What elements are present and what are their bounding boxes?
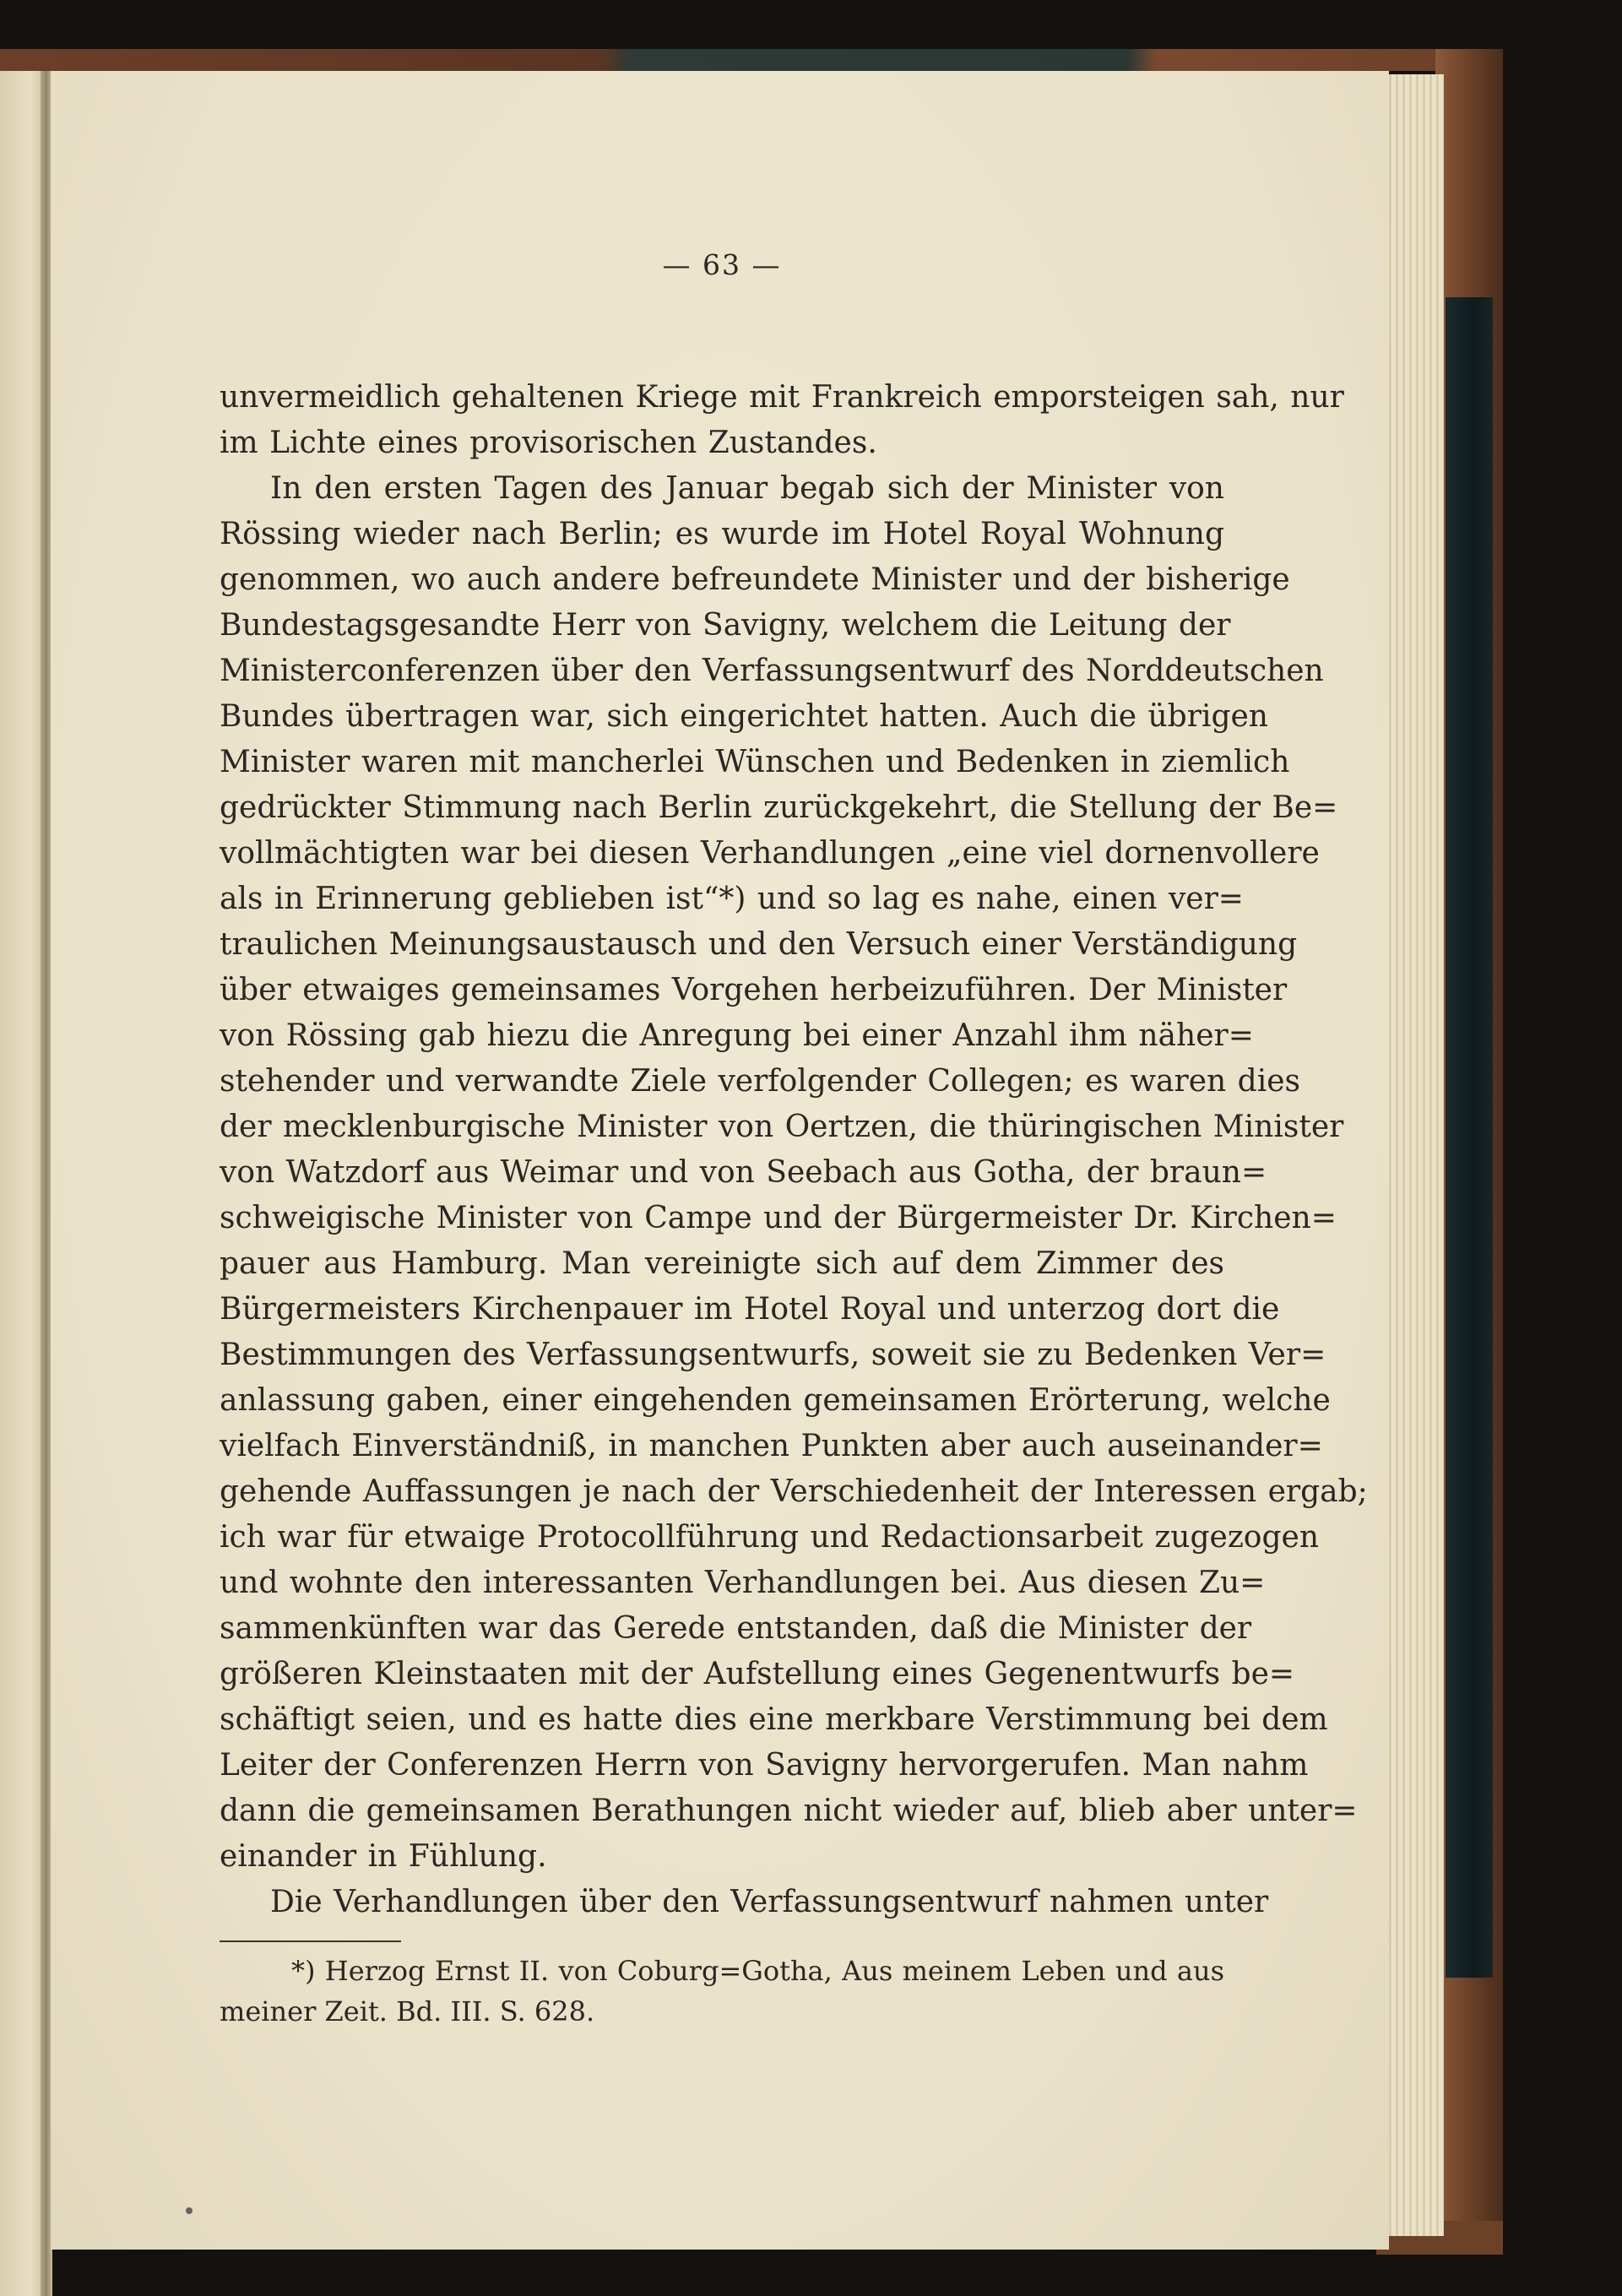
text-line: als in Erinnerung geblieben ist“*) und so lag es nahe, einen ver= [220, 882, 1244, 916]
book-cover-top-edge [0, 49, 1503, 71]
text-line: Bürgermeisters Kirchenpauer im Hotel Royal und unterzog dort die [220, 1292, 1280, 1327]
footnote-rule [220, 1940, 401, 1942]
text-line: im Lichte eines provisorischen Zustandes. [220, 426, 877, 460]
text-line: Rössing wieder nach Berlin; es wurde im Hotel Royal Wohnung [220, 517, 1224, 551]
text-line: stehender und verwandte Ziele verfolgender Collegen; es waren dies [220, 1064, 1300, 1099]
text-line: sammenkünften war das Gerede entstanden, daß die Minister der [220, 1611, 1252, 1646]
text-line: Bundestagsgesandte Herr von Savigny, welchem die Leitung der [220, 608, 1231, 643]
text-line: von Rössing gab hiezu die Anregung bei einer Anzahl ihm näher= [220, 1018, 1254, 1053]
page-number: — 63 — [662, 248, 782, 281]
book-page [51, 71, 1389, 2250]
text-line: Bundes übertragen war, sich eingerichtet hatten. Auch die übrigen [220, 699, 1268, 734]
text-line: und wohnte den interessanten Verhandlungen bei. Aus diesen Zu= [220, 1566, 1266, 1600]
text-line: Leiter der Conferenzen Herrn von Savigny hervorgerufen. Man nahm [220, 1748, 1309, 1783]
facing-page-edge [0, 68, 44, 2296]
text-line: vollmächtigten war bei diesen Verhandlungen „eine viel dornenvollere [220, 836, 1320, 871]
footnote-line: meiner Zeit. Bd. III. S. 628. [220, 1995, 595, 2027]
text-line: vielfach Einverständniß, in manchen Punkten aber auch auseinander= [220, 1429, 1323, 1463]
text-line: gedrückter Stimmung nach Berlin zurückgekehrt, die Stellung der Be= [220, 790, 1338, 825]
text-line: Ministerconferenzen über den Verfassungsentwurf des Norddeutschen [220, 654, 1324, 688]
text-line: größeren Kleinstaaten mit der Aufstellung eines Gegenentwurfs be= [220, 1657, 1295, 1691]
text-line: Bestimmungen des Verfassungsentwurfs, soweit sie zu Bedenken Ver= [220, 1338, 1326, 1372]
text-line: traulichen Meinungsaustausch und den Versuch einer Verständigung [220, 927, 1298, 962]
text-line: schäftigt seien, und es hatte dies eine merkbare Verstimmung bei dem [220, 1702, 1328, 1737]
text-line: dann die gemeinsamen Berathungen nicht wieder auf, blieb aber unter= [220, 1794, 1358, 1828]
text-line: ich war für etwaige Protocollführung und Redactionsarbeit zugezogen [220, 1520, 1320, 1555]
text-line: einander in Fühlung. [220, 1839, 547, 1874]
text-line: Minister waren mit mancherlei Wünschen und Bedenken in ziemlich [220, 745, 1290, 779]
text-line: gehende Auffassungen je nach der Verschiedenheit der Interessen ergab; [220, 1474, 1368, 1509]
text-line: genommen, wo auch andere befreundete Minister und der bisherige [220, 562, 1290, 597]
page-stack-edge [1385, 74, 1444, 2236]
paper-speck [186, 2207, 193, 2214]
text-line: anlassung gaben, einer eingehenden gemeinsamen Erörterung, welche [220, 1383, 1331, 1418]
text-line: über etwaiges gemeinsames Vorgehen herbeizuführen. Der Minister [220, 973, 1288, 1007]
text-line: Die Verhandlungen über den Verfassungsentwurf nahmen unter [270, 1885, 1269, 1919]
book-spine-cloth [1446, 297, 1493, 1978]
text-line: der mecklenburgische Minister von Oertzen, die thüringischen Minister [220, 1110, 1344, 1144]
text-line: unvermeidlich gehaltenen Kriege mit Frankreich emporsteigen sah, nur [220, 380, 1344, 415]
text-line: In den ersten Tagen des Januar begab sich der Minister von [270, 471, 1224, 506]
text-line: schweigische Minister von Campe und der Bürgermeister Dr. Kirchen= [220, 1201, 1337, 1235]
text-line: pauer aus Hamburg. Man vereinigte sich auf dem Zimmer des [220, 1246, 1224, 1281]
text-line: von Watzdorf aus Weimar und von Seebach aus Gotha, der braun= [220, 1155, 1267, 1190]
footnote-line: *) Herzog Ernst II. von Coburg=Gotha, Aus meinem Leben und aus [291, 1955, 1224, 1987]
